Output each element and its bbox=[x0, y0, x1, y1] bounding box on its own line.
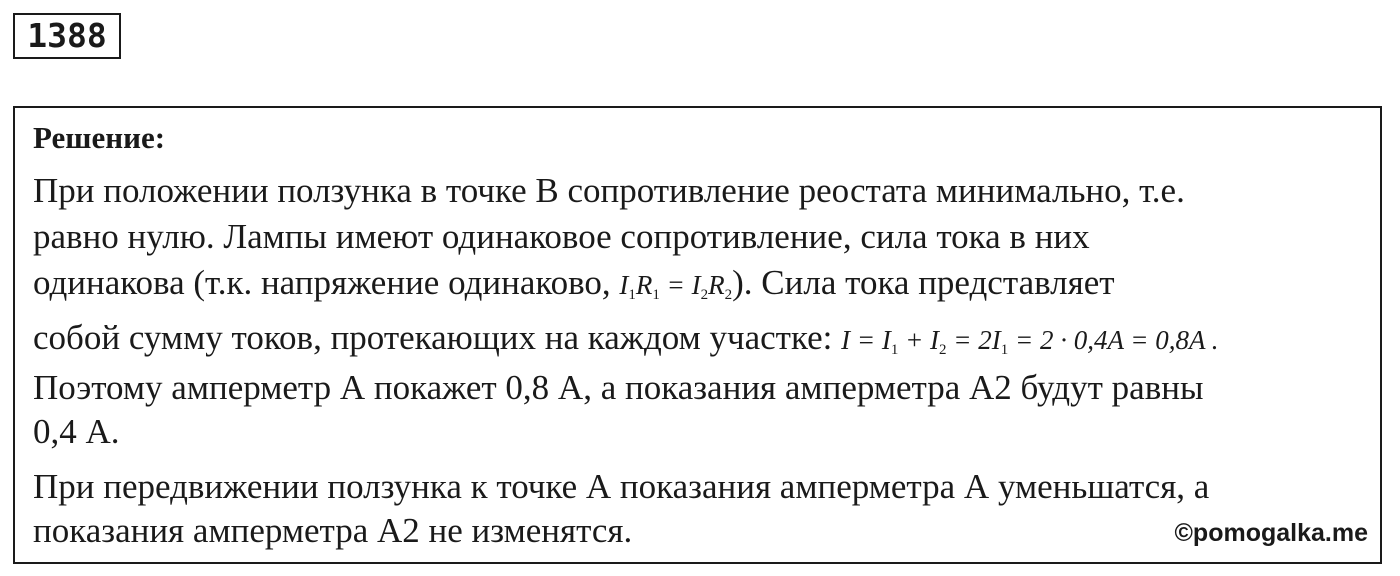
solution-line-8: показания амперметра А2 не изменятся. bbox=[33, 511, 633, 550]
solution-line-3-text-after: ). Сила тока представляет bbox=[732, 263, 1115, 302]
solution-line-5: Поэтому амперметр А покажет 0,8 А, а показания амперметра А2 будут равны bbox=[33, 368, 1204, 407]
solution-line-7: При передвижении ползунка к точке А показания амперметра А уменьшатся, а bbox=[33, 467, 1210, 506]
solution-line-6: 0,4 А. bbox=[33, 412, 120, 451]
solution-heading: Решение: bbox=[33, 120, 166, 155]
formula-ohm-equality: $I_1R_1 = I_2R_2$ bbox=[619, 270, 733, 303]
solution-line-4-text: собой сумму токов, протекающих на каждом участке: bbox=[33, 318, 842, 357]
task-number: 1388 bbox=[13, 13, 121, 59]
solution-line-3 bbox=[33, 263, 1115, 305]
solution-line-2: равно нулю. Лампы имеют одинаковое сопротивление, сила тока в них bbox=[33, 217, 1090, 256]
solution-line-1: При положении ползунка в точке В сопротивление реостата минимально, т.е. bbox=[33, 171, 1185, 210]
watermark: ©pomogalka.me bbox=[1174, 519, 1368, 547]
solution-line-3-text-before: одинакова (т.к. напряжение одинаково, bbox=[33, 263, 620, 302]
formula-current-sum: $I = I_1 + I_2 = 2I_1 = 2 \cdot 0,4A = 0,8A$ . bbox=[841, 325, 1219, 358]
solution-line-4 bbox=[33, 318, 1218, 360]
solution-box bbox=[13, 106, 1382, 564]
